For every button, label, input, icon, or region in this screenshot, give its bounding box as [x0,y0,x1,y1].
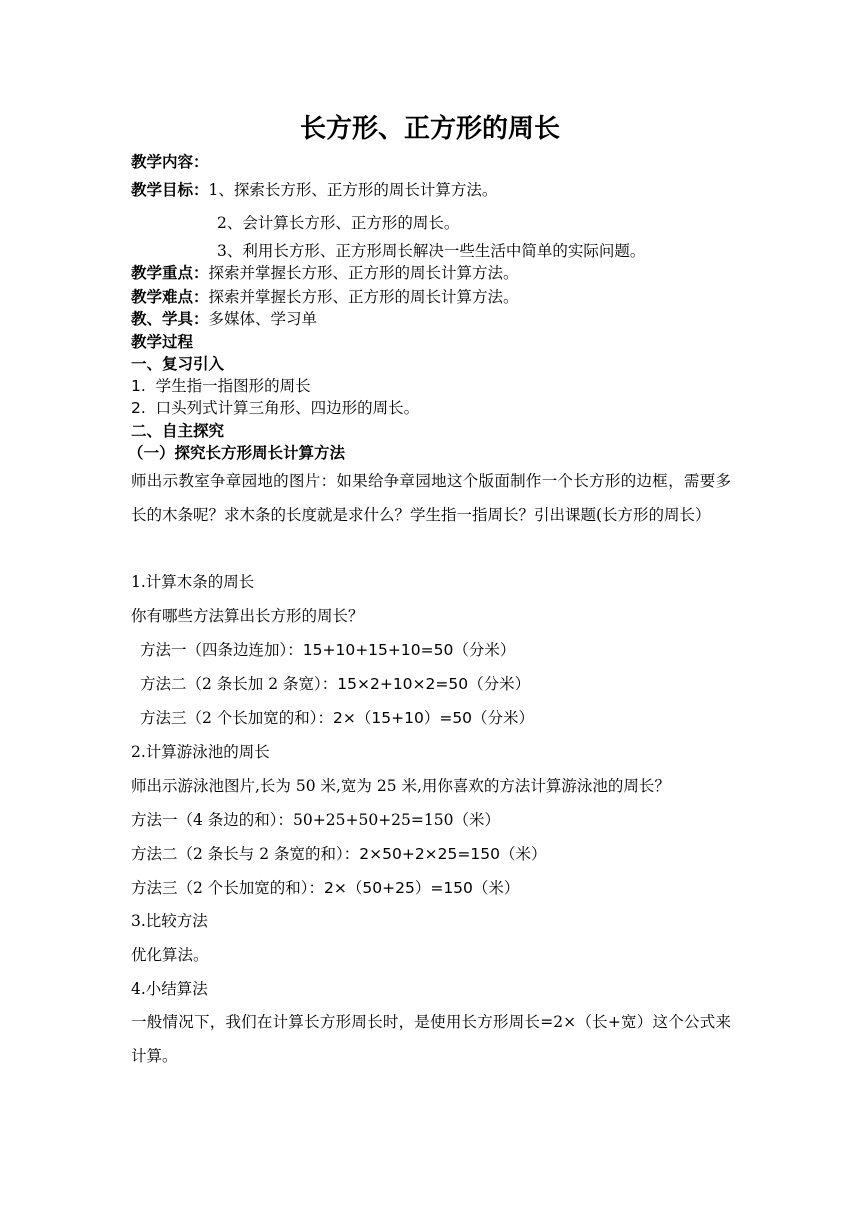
method2-a-formula: 50+25+50+25=150（米） [293,811,500,829]
method2-a [131,810,500,830]
section1-item-2 [131,398,419,418]
method1-a-label: 方法一（四条边连加）： [140,641,303,659]
summary-paragraph: 一般情况下，我们在计算长方形周长时，是使用长方形周长=2×（长+宽）这个公式来计算。 [131,1013,731,1065]
key-point-label: 教学重点： [131,264,209,282]
section1-item-2-num: 2. [131,399,146,417]
intro-paragraph: 师出示教室争章园地的图片：如果给争章园地这个版面制作一个长方形的边框，需要多长的木条呢？求木条的长度就是求什么？学生指一指周长？引出课题(长方形的周长） [131,472,731,524]
goal-item-3: 3、利用长方形、正方形周长解决一些生活中简单的实际问题。 [217,242,646,260]
teaching-content-label: 教学内容： [131,153,209,171]
goal-item-2: 2、会计算长方形、正方形的周长。 [217,214,460,232]
method2-c-label: 方法三（2 个长加宽的和）： [131,879,325,897]
method1-a [140,640,515,660]
section1-heading: 一、复习引入 [131,355,225,373]
goal-item-1: 1、探索长方形、正方形的周长计算方法。 [208,181,498,199]
method1-c [140,708,534,728]
process-heading: 教学过程 [131,333,194,351]
method1-b-formula: 15×2+10×2=50（分米） [337,675,531,693]
section1-item-1-num: 1. [131,377,146,395]
pool-text: 师出示游泳池图片,长为 50 米,宽为 25 米,用你喜欢的方法计算游泳池的周长？ [131,777,670,795]
section1-item-1-text: 学生指一指图形的周长 [155,377,311,395]
teaching-tools [131,309,317,329]
difficulty-text: 探索并掌握长方形、正方形的周长计算方法。 [208,288,519,306]
method2-c-formula: 2×（50+25）=150（米） [324,879,520,897]
step4-heading: 4.小结算法 [131,980,208,998]
difficulty-label: 教学难点： [131,288,209,306]
step3-heading: 3.比较方法 [131,912,208,930]
section2-sub1: （一）探究长方形周长计算方法 [128,444,346,462]
method2-b-formula: 2×50+2×25=150（米） [359,845,547,863]
teaching-content [131,152,209,172]
question-text: 你有哪些方法算出长方形的周长？ [131,607,364,625]
method1-c-formula: 2×（15+10）=50（分米） [333,709,535,727]
method1-b [140,674,530,694]
section1-item-2-text: 口头列式计算三角形、四边形的周长。 [155,399,420,417]
key-point [131,263,519,283]
teaching-tools-text: 多媒体、学习单 [208,310,318,328]
method2-b-label: 方法二（2 条长与 2 条宽的和）： [131,845,360,863]
step2-heading: 2.计算游泳池的周长 [131,743,270,761]
section1-item-1 [131,376,311,396]
method1-c-label: 方法三（2 个长加宽的和）： [140,709,334,727]
teaching-tools-label: 教、学具： [131,310,209,328]
teaching-goals-label: 教学目标： [131,181,209,199]
teaching-goals [131,180,497,200]
optimize-text: 优化算法。 [131,946,209,964]
method2-b [131,844,546,864]
method2-c [131,878,519,898]
method1-a-formula: 15+10+15+10=50（分米） [302,641,516,659]
method1-b-label: 方法二（2 条长加 2 条宽）： [140,675,338,693]
section2-heading: 二、自主探究 [131,422,225,440]
step1-heading: 1.计算木条的周长 [131,573,255,591]
method2-a-label: 方法一（4 条边的和）： [131,811,294,829]
key-point-text: 探索并掌握长方形、正方形的周长计算方法。 [208,264,519,282]
page-title: 长方形、正方形的周长 [299,114,560,144]
difficulty [131,287,519,307]
